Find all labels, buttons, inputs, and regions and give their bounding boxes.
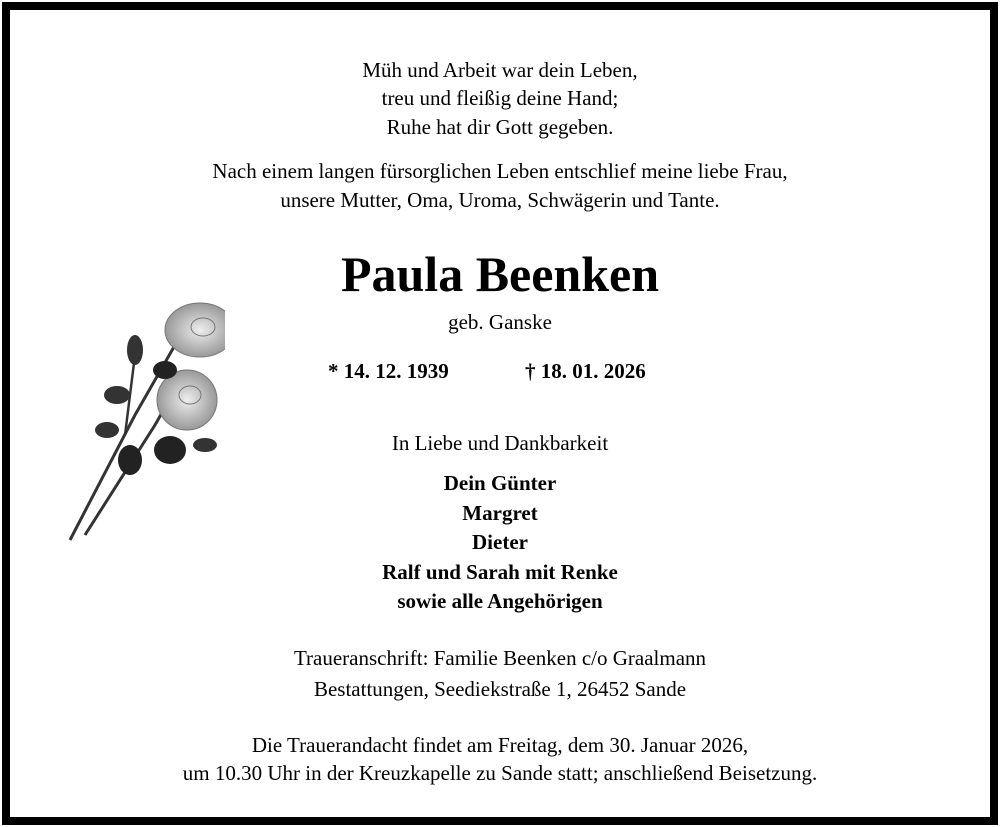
intro-line-1: Nach einem langen fürsorglichen Leben entschlief meine liebe Frau, [212,159,788,183]
poem-line-1: Müh und Arbeit war dein Leben, [362,58,638,82]
maiden-name: geb. Ganske [448,310,552,334]
closing-text: In Liebe und Dankbarkeit [391,431,609,455]
mourner: Margret [462,501,538,525]
birth-date: * 14. 12. 1939 [328,359,449,383]
address-line-1: Traueranschrift: Familie Beenken c/o Graalmann [293,646,707,670]
service-line-1: Die Trauerandacht findet am Freitag, dem 30. Januar 2026, [251,733,749,757]
service-line-2: um 10.30 Uhr in der Kreuzkapelle zu Sande statt; anschließend Beisetzung. [182,761,818,785]
mourner: Dieter [472,530,528,554]
intro-line-2: unsere Mutter, Oma, Uroma, Schwägerin und Tante. [280,188,720,212]
mourner: Ralf und Sarah mit Renke [382,560,618,584]
deceased-name: Paula Beenken [340,246,660,302]
poem-line-3: Ruhe hat dir Gott gegeben. [386,115,614,139]
death-date: † 18. 01. 2026 [525,359,646,383]
poem-line-2: treu und fleißig deine Hand; [381,86,619,110]
address-line-2: Bestattungen, Seediekstraße 1, 26452 Sande [313,677,687,701]
mourner: sowie alle Angehörigen [397,589,603,613]
mourner: Dein Günter [443,471,557,495]
